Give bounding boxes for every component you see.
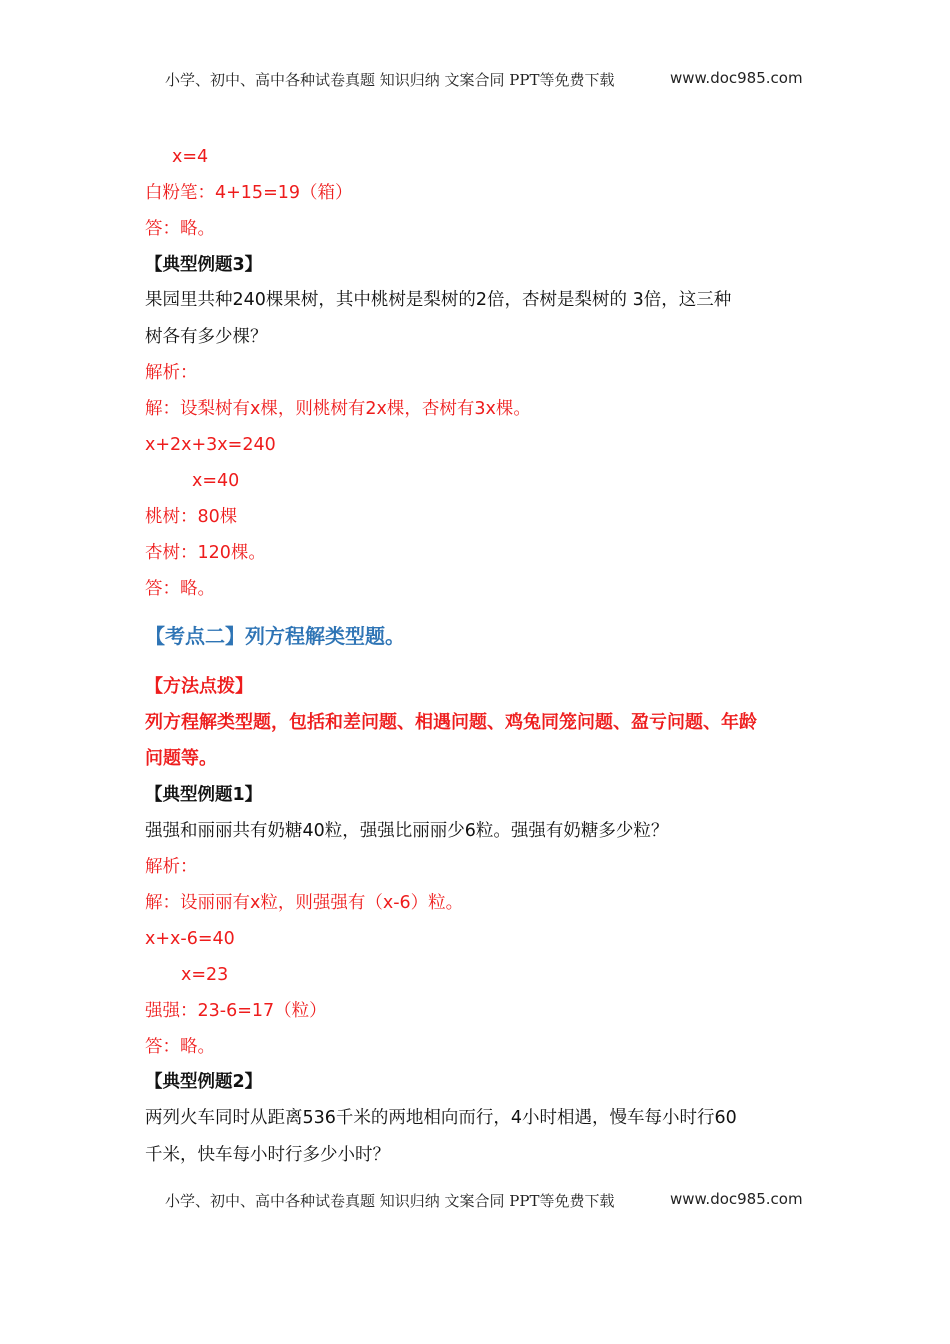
equation-result: x=4 [172, 147, 209, 167]
example-heading: 【典型例题1】 [145, 785, 263, 805]
section-heading: 【考点二】列方程解类型题。 [145, 624, 405, 648]
footer-text: 小学、初中、高中各种试卷真题 知识归纳 文案合同 PPT等免费下载 [165, 1192, 615, 1210]
problem-text: 千米，快车每小时行多少小时？ [145, 1145, 390, 1165]
answer-omitted: 答：略。 [145, 1037, 215, 1057]
method-text: 列方程解类型题，包括和差问题、相遇问题、鸡兔同笼问题、盈亏问题、年龄 [145, 712, 757, 733]
answer-line: 桃树：80棵 [145, 507, 238, 527]
page-header [165, 69, 805, 91]
example-heading: 【典型例题3】 [145, 255, 263, 275]
page-footer [165, 1190, 805, 1212]
answer-omitted: 答：略。 [145, 579, 215, 599]
solution-setup: 解：设丽丽有x粒，则强强有（x-6）粒。 [145, 893, 464, 913]
answer-line: 杏树：120棵。 [145, 543, 266, 563]
equation: x+x-6=40 [145, 929, 235, 949]
answer-line: 强强：23-6=17（粒） [145, 1001, 327, 1021]
solution-setup: 解：设梨树有x棵，则桃树有2x棵，杏树有3x棵。 [145, 399, 531, 419]
problem-text: 强强和丽丽共有奶糖40粒，强强比丽丽少6粒。强强有奶糖多少粒？ [145, 821, 669, 841]
answer-line: 白粉笔：4+15=19（箱） [145, 183, 353, 203]
footer-url: www.doc985.com [670, 1190, 803, 1208]
problem-text: 果园里共种240棵果树，其中桃树是梨树的2倍，杏树是梨树的 3倍，这三种 [145, 290, 732, 310]
problem-text: 两列火车同时从距离536千米的两地相向而行，4小时相遇，慢车每小时行60 [145, 1108, 737, 1128]
example-heading: 【典型例题2】 [145, 1072, 263, 1092]
method-text: 问题等。 [145, 748, 217, 769]
header-text: 小学、初中、高中各种试卷真题 知识归纳 文案合同 PPT等免费下载 [165, 71, 615, 89]
equation-result: x=23 [181, 965, 229, 985]
analysis-label: 解析： [145, 857, 198, 877]
analysis-label: 解析： [145, 363, 198, 383]
equation-result: x=40 [192, 471, 240, 491]
equation: x+2x+3x=240 [145, 435, 276, 455]
header-url: www.doc985.com [670, 69, 803, 87]
problem-text: 树各有多少棵？ [145, 327, 268, 347]
method-heading: 【方法点拨】 [145, 676, 253, 697]
answer-omitted: 答：略。 [145, 219, 215, 239]
